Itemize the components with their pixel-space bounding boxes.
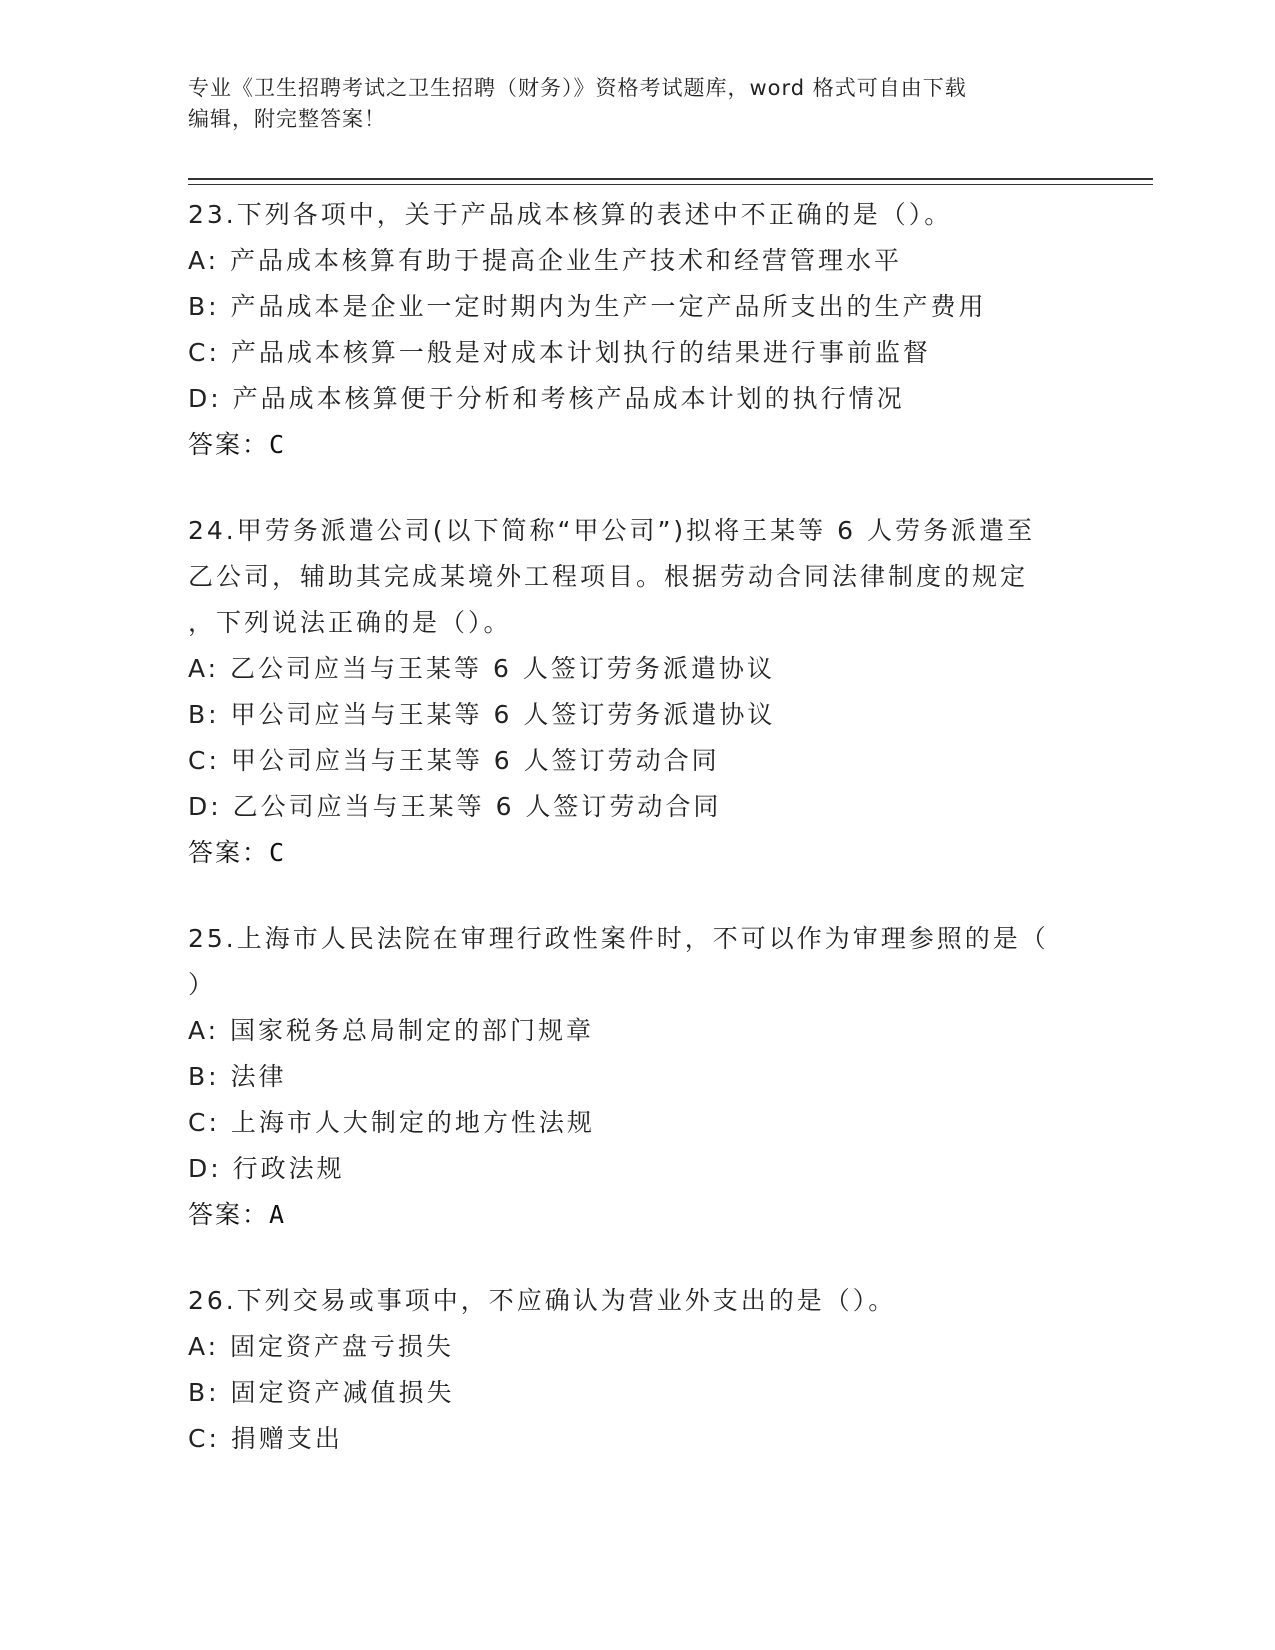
- header-line-1: 专业《卫生招聘考试之卫生招聘（财务）》资格考试题库，word 格式可自由下载: [188, 76, 967, 100]
- header-divider-thin: [188, 184, 1153, 185]
- question-stem: 23.下列各项中，关于产品成本核算的表述中不正确的是（）。: [188, 200, 953, 229]
- option-c: C: 捐赠支出: [188, 1424, 343, 1453]
- question-23: [188, 192, 1088, 468]
- option-a: A: 固定资产盘亏损失: [188, 1332, 455, 1361]
- option-b: B: 法律: [188, 1062, 287, 1091]
- header-line-2: 编辑，附完整答案！: [188, 107, 386, 131]
- answer-line: [188, 422, 1088, 468]
- answer-key: C: [269, 838, 287, 867]
- document-header: [188, 73, 1068, 135]
- option-a: A: 国家税务总局制定的部门规章: [188, 1016, 595, 1045]
- option-b: B: 甲公司应当与王某等 6 人签订劳务派遣协议: [188, 700, 776, 729]
- question-24: [188, 508, 1088, 876]
- answer-label: 答案：: [188, 1200, 270, 1229]
- question-26: [188, 1278, 1088, 1462]
- question-stem-line-3: ，下列说法正确的是（）。: [188, 608, 512, 637]
- question-stem-line-1: 24.甲劳务派遣公司(以下简称“甲公司”)拟将王某等 6 人劳务派遣至: [188, 516, 1035, 545]
- answer-label: 答案：: [188, 838, 270, 867]
- question-25: [188, 916, 1088, 1238]
- question-stem-line-2: 乙公司，辅助其完成某境外工程项目。根据劳动合同法律制度的规定: [188, 562, 1029, 591]
- option-c: C: 甲公司应当与王某等 6 人签订劳动合同: [188, 746, 720, 775]
- option-c: C: 产品成本核算一般是对成本计划执行的结果进行事前监督: [188, 338, 931, 367]
- question-stem-line-1: 25.上海市人民法院在审理行政性案件时，不可以作为审理参照的是（: [188, 924, 1049, 953]
- question-stem-line-2: ）: [188, 970, 217, 999]
- answer-label: 答案：: [188, 430, 270, 459]
- option-a: A: 乙公司应当与王某等 6 人签订劳务派遣协议: [188, 654, 775, 683]
- answer-line: [188, 830, 1088, 876]
- option-c: C: 上海市人大制定的地方性法规: [188, 1108, 595, 1137]
- option-a: A: 产品成本核算有助于提高企业生产技术和经营管理水平: [188, 246, 903, 275]
- option-d: D: 乙公司应当与王某等 6 人签订劳动合同: [188, 792, 722, 821]
- option-b: B: 固定资产减值损失: [188, 1378, 455, 1407]
- option-d: D: 行政法规: [188, 1154, 345, 1183]
- question-stem: 26.下列交易或事项中，不应确认为营业外支出的是（）。: [188, 1286, 897, 1315]
- question-list: [188, 192, 1088, 1502]
- answer-key: A: [269, 1200, 287, 1229]
- option-d: D: 产品成本核算便于分析和考核产品成本计划的执行情况: [188, 384, 905, 413]
- answer-line: [188, 1192, 1088, 1238]
- header-divider-thick: [188, 178, 1153, 180]
- option-b: B: 产品成本是企业一定时期内为生产一定产品所支出的生产费用: [188, 292, 987, 321]
- answer-key: C: [269, 430, 287, 459]
